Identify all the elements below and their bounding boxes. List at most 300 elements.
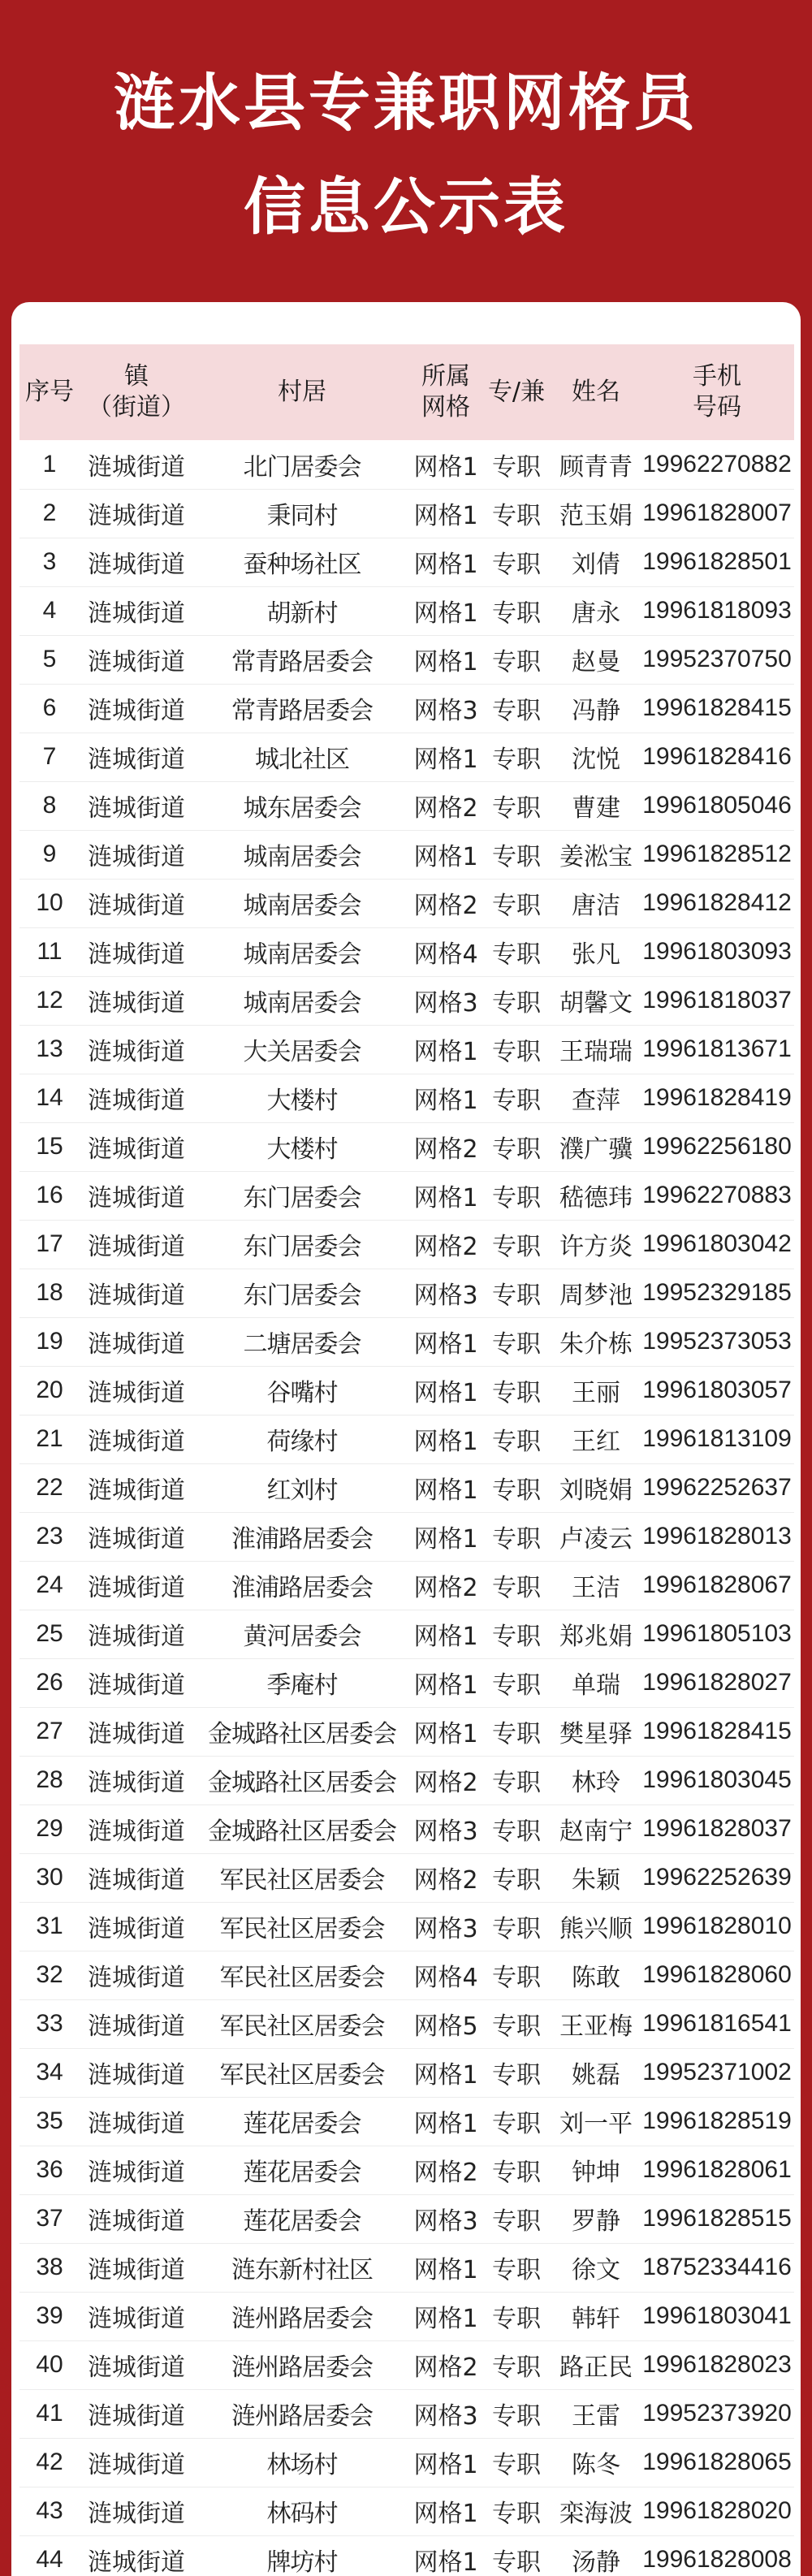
cell-town: 涟城街道 [80,684,193,733]
cell-village: 东门居委会 [193,1171,411,1220]
cell-no: 34 [19,2048,80,2097]
cell-village: 季庵村 [193,1658,411,1707]
cell-name: 朱介栋 [552,1317,640,1366]
cell-grid: 网格1 [411,538,481,586]
cell-grid: 网格2 [411,2146,481,2194]
cell-village: 常青路居委会 [193,684,411,733]
cell-type: 专职 [481,927,552,976]
cell-no: 4 [19,586,80,635]
cell-no: 35 [19,2097,80,2146]
cell-type: 专职 [481,2048,552,2097]
table-row [19,2243,794,2292]
cell-type: 专职 [481,635,552,684]
cell-type: 专职 [481,1561,552,1610]
cell-grid: 网格1 [411,1610,481,1658]
table-row [19,2048,794,2097]
cell-grid: 网格1 [411,635,481,684]
cell-no: 18 [19,1269,80,1317]
cell-grid: 网格5 [411,1999,481,2048]
cell-phone: 19961828010 [640,1902,794,1951]
cell-village: 城南居委会 [193,927,411,976]
cell-name: 张凡 [552,927,640,976]
cell-type: 专职 [481,879,552,927]
cell-name: 嵇德玮 [552,1171,640,1220]
cell-village: 淮浦路居委会 [193,1561,411,1610]
cell-village: 军民社区居委会 [193,1951,411,1999]
cell-grid: 网格1 [411,1317,481,1366]
cell-type: 专职 [481,830,552,879]
cell-phone: 19961828007 [640,489,794,538]
cell-no: 33 [19,1999,80,2048]
cell-phone: 19962256180 [640,1122,794,1171]
cell-phone: 19961828008 [640,2535,794,2576]
table-row [19,1074,794,1122]
header-row [19,344,794,440]
header-name: 姓名 [572,378,620,406]
cell-type: 专职 [481,2194,552,2243]
table-row [19,1853,794,1902]
cell-no: 17 [19,1220,80,1269]
cell-phone: 19961816541 [640,1999,794,2048]
cell-no: 10 [19,879,80,927]
cell-village: 蚕种场社区 [193,538,411,586]
cell-no: 22 [19,1463,80,1512]
header-grid-line2: 网格 [421,393,470,421]
cell-grid: 网格3 [411,2389,481,2438]
cell-phone: 19961813671 [640,1025,794,1074]
table-row [19,830,794,879]
cell-town: 涟城街道 [80,2535,193,2576]
cell-type: 专职 [481,440,552,489]
cell-village: 东门居委会 [193,1220,411,1269]
cell-phone: 19961828512 [640,830,794,879]
cell-name: 陈敢 [552,1951,640,1999]
cell-phone: 19961828067 [640,1561,794,1610]
cell-town: 涟城街道 [80,976,193,1025]
table-row [19,1317,794,1366]
cell-town: 涟城街道 [80,2048,193,2097]
cell-type: 专职 [481,733,552,781]
cell-village: 淮浦路居委会 [193,1512,411,1561]
cell-phone: 19961818093 [640,586,794,635]
cell-village: 涟东新村社区 [193,2243,411,2292]
cell-name: 郑兆娟 [552,1610,640,1658]
cell-no: 41 [19,2389,80,2438]
cell-phone: 19962252639 [640,1853,794,1902]
cell-name: 钟坤 [552,2146,640,2194]
cell-town: 涟城街道 [80,1074,193,1122]
cell-village: 金城路社区居委会 [193,1804,411,1853]
cell-name: 顾青青 [552,440,640,489]
table-row [19,733,794,781]
cell-town: 涟城街道 [80,1122,193,1171]
table-header [19,344,794,440]
cell-town: 涟城街道 [80,1561,193,1610]
cell-town: 涟城街道 [80,2194,193,2243]
cell-name: 栾海波 [552,2487,640,2535]
cell-town: 涟城街道 [80,2438,193,2487]
cell-town: 涟城街道 [80,1999,193,2048]
cell-phone: 19961828515 [640,2194,794,2243]
table-row [19,2340,794,2389]
cell-type: 专职 [481,1707,552,1756]
cell-town: 涟城街道 [80,440,193,489]
cell-grid: 网格1 [411,1463,481,1512]
header-banner [0,0,812,302]
cell-town: 涟城街道 [80,586,193,635]
cell-village: 军民社区居委会 [193,1853,411,1902]
cell-village: 二塘居委会 [193,1317,411,1366]
cell-no: 40 [19,2340,80,2389]
cell-grid: 网格3 [411,976,481,1025]
cell-name: 唐永 [552,586,640,635]
table-row [19,586,794,635]
cell-village: 城南居委会 [193,830,411,879]
cell-no: 38 [19,2243,80,2292]
table-row [19,1415,794,1463]
cell-name: 冯静 [552,684,640,733]
cell-village: 莲花居委会 [193,2097,411,2146]
cell-phone: 19961803045 [640,1756,794,1804]
cell-phone: 19961828412 [640,879,794,927]
page-subtitle: 信息公示表 [244,171,568,243]
table-row [19,1951,794,1999]
cell-name: 沈悦 [552,733,640,781]
cell-phone: 19961828419 [640,1074,794,1122]
cell-town: 涟城街道 [80,1756,193,1804]
cell-no: 31 [19,1902,80,1951]
cell-grid: 网格3 [411,2194,481,2243]
cell-type: 专职 [481,1171,552,1220]
cell-type: 专职 [481,2438,552,2487]
cell-name: 朱颖 [552,1853,640,1902]
cell-village: 金城路社区居委会 [193,1707,411,1756]
header-town-line2: （街道） [88,393,185,421]
table-row [19,2535,794,2576]
cell-phone: 19961828020 [640,2487,794,2535]
cell-type: 专职 [481,489,552,538]
cell-grid: 网格2 [411,1220,481,1269]
cell-village: 涟州路居委会 [193,2340,411,2389]
cell-grid: 网格1 [411,2487,481,2535]
cell-name: 韩轩 [552,2292,640,2340]
cell-phone: 19961828061 [640,2146,794,2194]
cell-town: 涟城街道 [80,927,193,976]
table-row [19,1171,794,1220]
cell-phone: 19952329185 [640,1269,794,1317]
cell-grid: 网格1 [411,2097,481,2146]
cell-name: 王红 [552,1415,640,1463]
cell-type: 专职 [481,1415,552,1463]
header-phone-line1: 手机 [693,362,741,391]
cell-phone: 19962270883 [640,1171,794,1220]
cell-type: 专职 [481,781,552,830]
cell-name: 刘一平 [552,2097,640,2146]
cell-village: 城东居委会 [193,781,411,830]
cell-grid: 网格2 [411,781,481,830]
cell-village: 林码村 [193,2487,411,2535]
cell-name: 熊兴顺 [552,1902,640,1951]
grid-staff-table [19,344,794,2576]
cell-village: 常青路居委会 [193,635,411,684]
cell-name: 王洁 [552,1561,640,1610]
cell-grid: 网格3 [411,1269,481,1317]
cell-no: 15 [19,1122,80,1171]
table-row [19,538,794,586]
cell-name: 查萍 [552,1074,640,1122]
cell-grid: 网格1 [411,2535,481,2576]
cell-town: 涟城街道 [80,1707,193,1756]
cell-grid: 网格1 [411,2438,481,2487]
cell-grid: 网格2 [411,1756,481,1804]
cell-phone: 19962270882 [640,440,794,489]
table-row [19,976,794,1025]
cell-grid: 网格1 [411,440,481,489]
cell-no: 9 [19,830,80,879]
cell-town: 涟城街道 [80,1317,193,1366]
cell-no: 39 [19,2292,80,2340]
cell-phone: 19952371002 [640,2048,794,2097]
cell-phone: 19961828519 [640,2097,794,2146]
cell-village: 谷嘴村 [193,1366,411,1415]
cell-type: 专职 [481,684,552,733]
cell-phone: 19961828027 [640,1658,794,1707]
cell-no: 3 [19,538,80,586]
cell-name: 王丽 [552,1366,640,1415]
cell-village: 城北社区 [193,733,411,781]
cell-grid: 网格2 [411,879,481,927]
cell-type: 专职 [481,2292,552,2340]
cell-name: 赵南宁 [552,1804,640,1853]
cell-phone: 19961828060 [640,1951,794,1999]
cell-no: 37 [19,2194,80,2243]
cell-type: 专职 [481,1610,552,1658]
cell-name: 汤静 [552,2535,640,2576]
cell-village: 涟州路居委会 [193,2389,411,2438]
cell-name: 濮广骥 [552,1122,640,1171]
cell-name: 罗静 [552,2194,640,2243]
table-row [19,2292,794,2340]
cell-phone: 19961818037 [640,976,794,1025]
cell-town: 涟城街道 [80,1512,193,1561]
cell-no: 1 [19,440,80,489]
table-row [19,1220,794,1269]
cell-town: 涟城街道 [80,2389,193,2438]
cell-name: 范玉娟 [552,489,640,538]
cell-phone: 19961828065 [640,2438,794,2487]
cell-type: 专职 [481,976,552,1025]
cell-village: 城南居委会 [193,976,411,1025]
cell-no: 36 [19,2146,80,2194]
table-row [19,440,794,489]
cell-village: 大楼村 [193,1074,411,1122]
cell-no: 6 [19,684,80,733]
cell-town: 涟城街道 [80,830,193,879]
cell-grid: 网格2 [411,1122,481,1171]
cell-no: 19 [19,1317,80,1366]
table-row [19,1707,794,1756]
cell-type: 专职 [481,1902,552,1951]
cell-no: 8 [19,781,80,830]
cell-type: 专职 [481,2243,552,2292]
cell-town: 涟城街道 [80,1415,193,1463]
cell-village: 黄河居委会 [193,1610,411,1658]
cell-phone: 19961828415 [640,1707,794,1756]
cell-name: 樊星驿 [552,1707,640,1756]
cell-name: 周梦池 [552,1269,640,1317]
cell-no: 20 [19,1366,80,1415]
cell-village: 军民社区居委会 [193,1999,411,2048]
cell-type: 专职 [481,1658,552,1707]
table-row [19,2389,794,2438]
cell-grid: 网格4 [411,927,481,976]
table-row [19,2146,794,2194]
table-row [19,1658,794,1707]
cell-no: 30 [19,1853,80,1902]
cell-grid: 网格2 [411,1853,481,1902]
cell-type: 专职 [481,1756,552,1804]
cell-phone: 19961803041 [640,2292,794,2340]
cell-no: 26 [19,1658,80,1707]
cell-village: 军民社区居委会 [193,2048,411,2097]
cell-town: 涟城街道 [80,879,193,927]
cell-name: 姚磊 [552,2048,640,2097]
cell-name: 卢凌云 [552,1512,640,1561]
table-row [19,927,794,976]
table-row [19,1756,794,1804]
table-row [19,879,794,927]
cell-no: 24 [19,1561,80,1610]
table-row [19,1463,794,1512]
cell-name: 单瑞 [552,1658,640,1707]
cell-phone: 19952373053 [640,1317,794,1366]
cell-name: 姜淞宝 [552,830,640,879]
cell-type: 专职 [481,1853,552,1902]
cell-phone: 19961828415 [640,684,794,733]
cell-name: 许方炎 [552,1220,640,1269]
cell-town: 涟城街道 [80,1366,193,1415]
cell-phone: 19952373920 [640,2389,794,2438]
cell-name: 王雷 [552,2389,640,2438]
cell-phone: 19961803057 [640,1366,794,1415]
cell-no: 16 [19,1171,80,1220]
cell-town: 涟城街道 [80,2340,193,2389]
table-row [19,2194,794,2243]
cell-no: 2 [19,489,80,538]
cell-grid: 网格1 [411,489,481,538]
cell-no: 5 [19,635,80,684]
cell-grid: 网格3 [411,1804,481,1853]
cell-village: 秉同村 [193,489,411,538]
cell-town: 涟城街道 [80,489,193,538]
cell-grid: 网格3 [411,1902,481,1951]
cell-type: 专职 [481,1366,552,1415]
cell-type: 专职 [481,1269,552,1317]
cell-name: 王亚梅 [552,1999,640,2048]
table-row [19,1610,794,1658]
cell-town: 涟城街道 [80,1171,193,1220]
cell-grid: 网格1 [411,2243,481,2292]
cell-town: 涟城街道 [80,2243,193,2292]
cell-no: 28 [19,1756,80,1804]
cell-name: 王瑞瑞 [552,1025,640,1074]
cell-no: 25 [19,1610,80,1658]
cell-grid: 网格1 [411,1415,481,1463]
cell-grid: 网格1 [411,1707,481,1756]
table-row [19,1366,794,1415]
cell-no: 13 [19,1025,80,1074]
cell-village: 东门居委会 [193,1269,411,1317]
cell-village: 大关居委会 [193,1025,411,1074]
cell-grid: 网格1 [411,2048,481,2097]
cell-phone: 19961805103 [640,1610,794,1658]
cell-grid: 网格3 [411,684,481,733]
cell-town: 涟城街道 [80,2487,193,2535]
cell-town: 涟城街道 [80,781,193,830]
header-grid-line1: 所属 [421,362,470,391]
cell-village: 军民社区居委会 [193,1902,411,1951]
cell-grid: 网格1 [411,1366,481,1415]
cell-type: 专职 [481,2535,552,2576]
table-row [19,1512,794,1561]
table-row [19,1902,794,1951]
cell-grid: 网格2 [411,2340,481,2389]
cell-name: 赵曼 [552,635,640,684]
cell-town: 涟城街道 [80,1853,193,1902]
table-row [19,1025,794,1074]
cell-town: 涟城街道 [80,2146,193,2194]
cell-town: 涟城街道 [80,2097,193,2146]
cell-grid: 网格1 [411,733,481,781]
cell-phone: 19952370750 [640,635,794,684]
cell-name: 陈冬 [552,2438,640,2487]
cell-village: 林场村 [193,2438,411,2487]
table-row [19,635,794,684]
cell-name: 林玲 [552,1756,640,1804]
cell-no: 11 [19,927,80,976]
table-row [19,1999,794,2048]
cell-village: 涟州路居委会 [193,2292,411,2340]
cell-type: 专职 [481,1804,552,1853]
cell-phone: 19961805046 [640,781,794,830]
header-town-line1: 镇 [124,362,149,391]
cell-grid: 网格1 [411,1074,481,1122]
cell-village: 荷缘村 [193,1415,411,1463]
cell-no: 32 [19,1951,80,1999]
cell-town: 涟城街道 [80,2292,193,2340]
cell-phone: 19961828501 [640,538,794,586]
cell-type: 专职 [481,2146,552,2194]
header-type: 专/兼 [487,378,546,406]
header-no: 序号 [25,378,74,406]
table-row [19,489,794,538]
header-grid [411,344,481,440]
table-row [19,2487,794,2535]
cell-type: 专职 [481,1512,552,1561]
cell-type: 专职 [481,2097,552,2146]
cell-town: 涟城街道 [80,1902,193,1951]
cell-name: 唐洁 [552,879,640,927]
cell-phone: 19961813109 [640,1415,794,1463]
cell-town: 涟城街道 [80,733,193,781]
cell-type: 专职 [481,1999,552,2048]
cell-village: 大楼村 [193,1122,411,1171]
cell-village: 莲花居委会 [193,2146,411,2194]
cell-phone: 19961828037 [640,1804,794,1853]
page-title: 涟水县专兼职网格员 [114,67,698,139]
cell-phone: 19962252637 [640,1463,794,1512]
cell-type: 专职 [481,1025,552,1074]
